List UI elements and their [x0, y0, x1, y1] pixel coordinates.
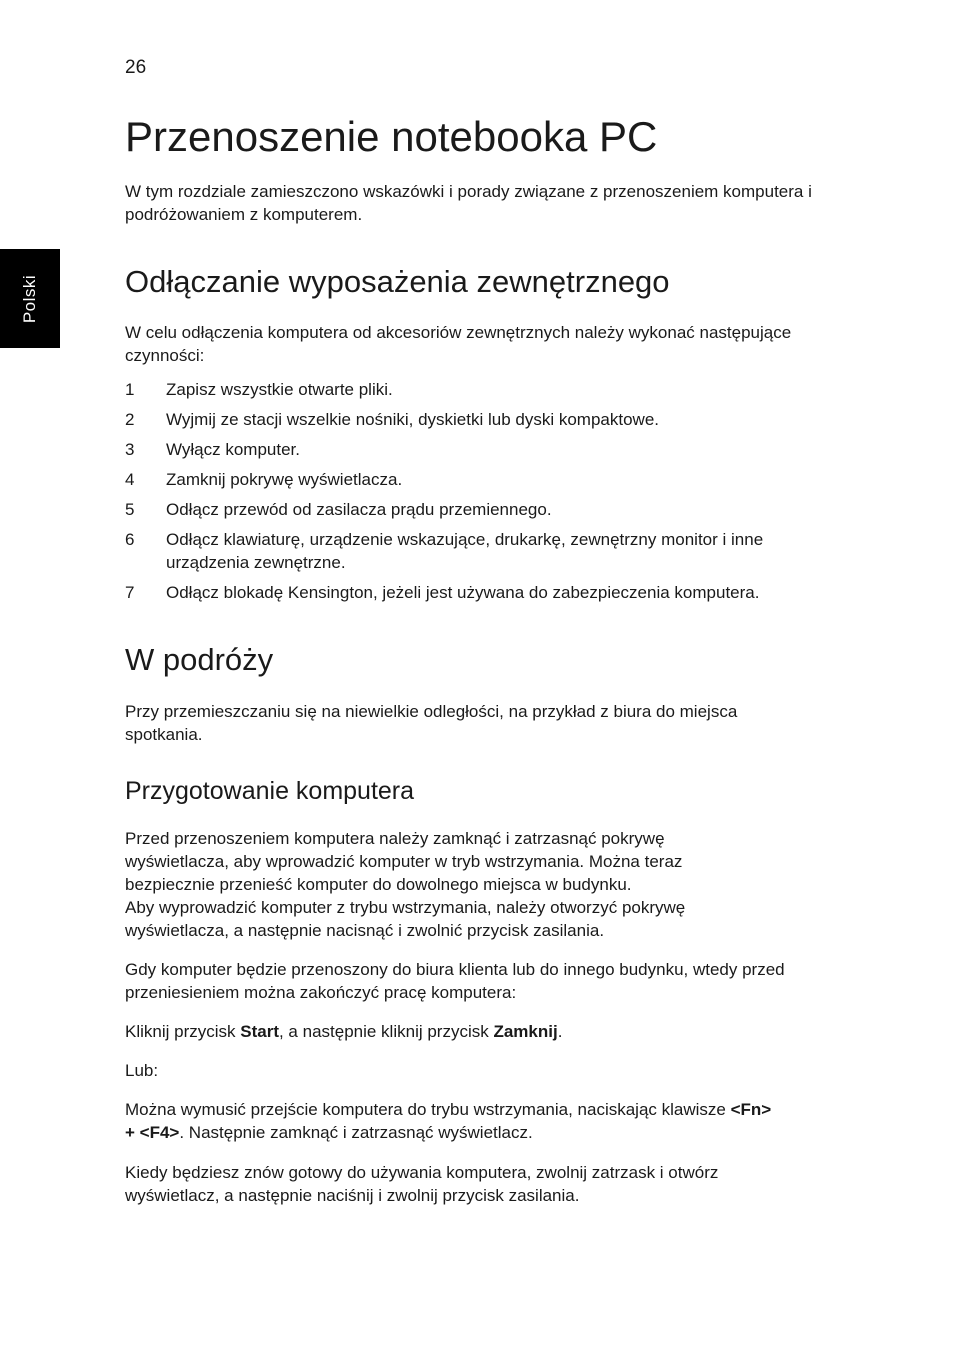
step-number: 7 — [125, 583, 135, 602]
text-run: . Następnie zamknąć i zatrzasnąć wyświetlacz. — [179, 1123, 533, 1142]
section-heading-disconnect: Odłączanie wyposażenia zewnętrznego — [125, 264, 670, 299]
list-item — [125, 408, 825, 431]
step-text: Wyjmij ze stacji wszelkie nośniki, dyskietki lub dyski kompaktowe. — [166, 410, 659, 429]
list-item — [125, 498, 825, 521]
subsection-heading-prepare: Przygotowanie komputera — [125, 777, 415, 805]
paragraph-sleep-mode: Przed przenoszeniem komputera należy zamknąć i zatrzasnąć pokrywę wyświetlacza, aby wprowadzić komputer w tryb wstrzymania. Można teraz bezpiecznie przenieść komputer do dowolnego miejsca w budynku. — [125, 829, 683, 894]
language-tab — [0, 249, 60, 348]
step-number: 1 — [125, 380, 135, 399]
language-tab-label: Polski — [19, 274, 39, 323]
shutdown-label: Zamknij — [493, 1022, 558, 1041]
step-number: 5 — [125, 500, 135, 519]
step-number: 6 — [125, 530, 135, 549]
paragraph-resume: Kiedy będziesz znów gotowy do używania komputera, zwolnij zatrzask i otwórz wyświetlacz, a następnie naciśnij i zwolnij przycisk zasilania. — [125, 1163, 719, 1205]
text-run: Kliknij przycisk — [125, 1022, 241, 1041]
section-intro-travel: Przy przemieszczaniu się na niewielkie odległości, na przykład z biura do miejsca spotkania. — [125, 702, 738, 744]
step-text: Odłącz przewód od zasilacza prądu przemiennego. — [166, 500, 552, 519]
text-run: . — [557, 1022, 563, 1041]
paragraph-wake: Aby wyprowadzić komputer z trybu wstrzymania, należy otworzyć pokrywę wyświetlacza, a następnie nacisnąć i zwolnić przycisk zasilania. — [125, 898, 686, 940]
step-number: 2 — [125, 410, 135, 429]
key-combo: <Fn> + <F4> — [125, 1100, 772, 1142]
page-number: 26 — [125, 57, 147, 78]
step-text: Odłącz klawiaturę, urządzenie wskazujące, drukarkę, zewnętrzny monitor i inne urządzenia zewnętrzne. — [166, 530, 764, 572]
step-number: 4 — [125, 470, 135, 489]
intro-paragraph: W tym rozdziale zamieszczono wskazówki i porady związane z przenoszeniem komputera i podróżowaniem z komputerem. — [125, 182, 812, 224]
list-item — [125, 528, 825, 574]
text-run: , a następnie kliknij przycisk — [278, 1022, 494, 1041]
paragraph-shutdown-intro: Gdy komputer będzie przenoszony do biura klienta lub do innego budynku, wtedy przed przeniesieniem można zakończyć pracę komputera: — [125, 960, 785, 1002]
paragraph-shutdown-steps — [125, 1020, 815, 1043]
list-item — [125, 581, 825, 604]
start-label: Start — [240, 1022, 279, 1041]
disconnect-steps-list — [125, 378, 825, 611]
paragraph-or: Lub: — [125, 1061, 159, 1080]
step-number: 3 — [125, 440, 135, 459]
step-text: Odłącz blokadę Kensington, jeżeli jest używana do zabezpieczenia komputera. — [166, 583, 760, 602]
list-item — [125, 438, 825, 461]
step-text: Wyłącz komputer. — [166, 440, 300, 459]
list-item — [125, 468, 825, 491]
text-run: Można wymusić przejście komputera do trybu wstrzymania, naciskając klawisze — [125, 1100, 731, 1119]
step-text: Zapisz wszystkie otwarte pliki. — [166, 380, 393, 399]
page-title: Przenoszenie notebooka PC — [125, 113, 658, 160]
step-text: Zamknij pokrywę wyświetlacza. — [166, 470, 403, 489]
section-intro-disconnect: W celu odłączenia komputera od akcesoriów zewnętrznych należy wykonać następujące czynności: — [125, 323, 792, 365]
section-heading-travel: W podróży — [125, 642, 274, 677]
paragraph-force-sleep — [125, 1098, 785, 1144]
list-item — [125, 378, 825, 401]
